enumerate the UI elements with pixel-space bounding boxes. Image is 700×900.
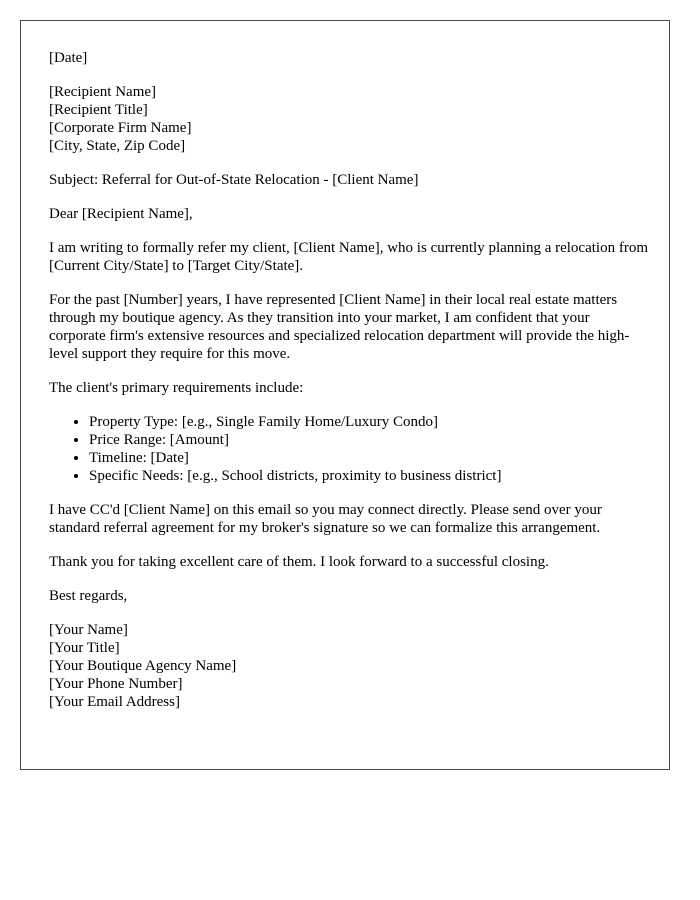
cc-paragraph: I have CC'd [Client Name] on this email so you may connect directly. Please send over your standard referral agreement for my broker's signature so we can formalize this arrangement. <box>49 502 602 536</box>
closing: Best regards, <box>49 588 128 604</box>
thanks-paragraph: Thank you for taking excellent care of them. I look forward to a successful closing. <box>49 554 549 570</box>
requirements-list <box>49 413 649 485</box>
intro-paragraph: I am writing to formally refer my client, [Client Name], who is currently planning a relocation from [Current City/State] to [Target City/State]. <box>49 240 648 274</box>
signature-block <box>49 621 649 711</box>
signature-agency: [Your Boutique Agency Name] <box>49 658 237 674</box>
salutation: Dear [Recipient Name], <box>49 206 193 222</box>
letter <box>20 20 670 770</box>
recipient-name: [Recipient Name] <box>49 84 157 100</box>
requirements-intro: The client's primary requirements include: <box>49 380 304 396</box>
recipient-title: [Recipient Title] <box>49 102 148 118</box>
requirement-item: • Price Range: [Amount] <box>89 431 649 449</box>
subject-line: Subject: Referral for Out-of-State Relocation - [Client Name] <box>49 172 419 188</box>
recipient-address: [City, State, Zip Code] <box>49 138 186 154</box>
signature-phone: [Your Phone Number] <box>49 676 183 692</box>
requirement-item: • Timeline: [Date] <box>89 449 649 467</box>
recipient-block <box>49 83 649 155</box>
requirement-item: • Specific Needs: [e.g., School districts, proximity to business district] <box>89 467 649 485</box>
requirement-item: • Property Type: [e.g., Single Family Home/Luxury Condo] <box>89 413 649 431</box>
letter-date: [Date] <box>49 50 88 66</box>
background-paragraph: For the past [Number] years, I have represented [Client Name] in their local real estate matters through my boutique agency. As they transition into your market, I am confident that your corporate firm's extensive resources and specialized relocation department will provide the high-level support they require for this move. <box>49 292 630 362</box>
signature-email: [Your Email Address] <box>49 694 180 710</box>
signature-title: [Your Title] <box>49 640 120 656</box>
recipient-firm: [Corporate Firm Name] <box>49 120 192 136</box>
signature-name: [Your Name] <box>49 622 128 638</box>
